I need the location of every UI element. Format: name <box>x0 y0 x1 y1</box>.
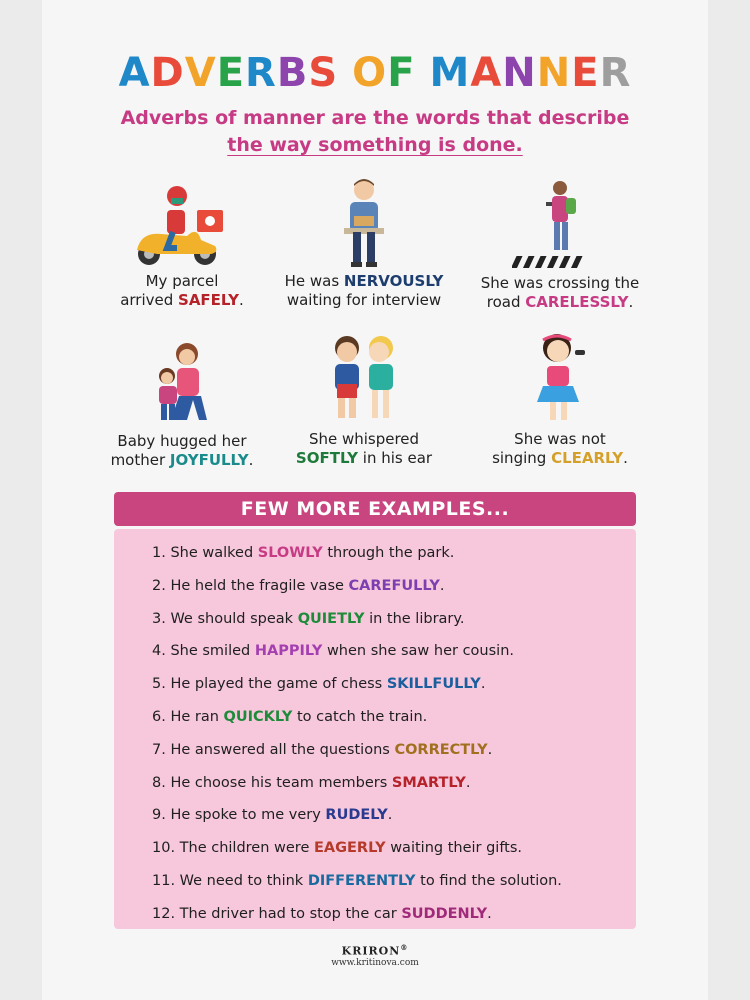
intro-text <box>42 105 708 159</box>
title-letter: V <box>184 50 217 96</box>
poster <box>42 0 708 1000</box>
example-adverb: HAPPILY <box>254 643 323 660</box>
poster-title <box>42 50 708 96</box>
example-adverb: SKILLFULLY <box>386 676 481 693</box>
example-adverb: DIFFERENTLY <box>307 872 416 889</box>
example-card-safely <box>82 180 282 310</box>
title-letter: B <box>276 50 309 96</box>
card-caption: She was crossing the road CARELESSLY. <box>480 274 640 311</box>
example-item: 6. He ran QUICKLY to catch the train. <box>152 708 428 725</box>
example-card-clearly <box>460 332 660 468</box>
girl-singing-icon <box>525 332 595 426</box>
example-item: 9. He spoke to me very RUDELY. <box>152 807 393 824</box>
intro-line-1: Adverbs of manner are the words that describe <box>120 107 630 129</box>
adverb-clearly: CLEARLY <box>551 449 624 467</box>
example-item: 1. She walked SLOWLY through the park. <box>152 545 455 561</box>
title-letter: F <box>387 50 416 96</box>
title-letter: O <box>352 50 388 96</box>
card-caption: He was NERVOUSLY waiting for interview <box>284 272 444 309</box>
example-adverb: EAGERLY <box>314 840 386 857</box>
nervous-man-icon <box>334 176 394 268</box>
example-card-carelessly <box>460 180 660 312</box>
brand-url: www.kritinova.com <box>331 957 419 968</box>
title-letter: R <box>245 50 277 96</box>
card-caption: Baby hugged her mother JOYFULLY. <box>110 432 254 469</box>
example-item: 12. The driver had to stop the car SUDDENLY. <box>152 905 492 922</box>
scooter-delivery-icon <box>127 180 237 268</box>
example-item: 11. We need to think DIFFERENTLY to find the solution. <box>152 872 562 889</box>
example-adverb: CAREFULLY <box>348 577 440 594</box>
example-adverb: SUDDENLY <box>401 905 488 922</box>
example-item: 5. He played the game of chess SKILLFULLY. <box>152 676 486 693</box>
card-caption: She whispered SOFTLY in his ear <box>295 430 433 467</box>
intro-line-2: the way something is done. <box>227 134 523 156</box>
example-item: 4. She smiled HAPPILY when she saw her cousin. <box>152 643 515 660</box>
adverb-nervously: NERVOUSLY <box>343 272 444 290</box>
title-letter: D <box>150 50 185 96</box>
title-letter: N <box>502 50 537 96</box>
adverb-carelessly: CARELESSLY <box>525 293 629 311</box>
title-letter: E <box>571 50 600 96</box>
example-item: 10. The children were EAGERLY waiting their gifts. <box>152 840 523 857</box>
example-adverb: SLOWLY <box>257 545 323 561</box>
title-letter: A <box>118 50 151 96</box>
brand-footer <box>42 943 708 968</box>
title-letter: A <box>470 50 503 96</box>
example-item: 8. He choose his team members SMARTLY. <box>152 774 471 791</box>
title-letter: E <box>216 50 246 96</box>
adverb-softly: SOFTLY <box>295 449 359 467</box>
example-card-softly <box>264 334 464 468</box>
example-adverb: RUDELY <box>325 807 388 824</box>
example-card-nervously <box>264 176 464 310</box>
kids-whisper-icon <box>319 334 409 426</box>
title-letter: S <box>308 50 339 96</box>
title-letter: N <box>536 50 572 96</box>
brand-name: KRIRON <box>341 944 401 958</box>
example-adverb: QUICKLY <box>223 708 293 725</box>
example-adverb: SMARTLY <box>391 774 466 791</box>
card-caption: She was not singing CLEARLY. <box>492 430 628 467</box>
example-item: 7. He answered all the questions CORRECTLY. <box>152 741 493 758</box>
adverb-safely: SAFELY <box>178 291 240 309</box>
example-card-joyfully <box>82 340 282 470</box>
mother-child-hug-icon <box>137 340 227 428</box>
example-item: 3. We should speak QUIETLY in the library. <box>152 610 465 627</box>
adverb-joyfully: JOYFULLY <box>169 451 249 469</box>
card-caption: My parcel arrived SAFELY. <box>120 272 244 309</box>
example-adverb: QUIETLY <box>297 610 365 627</box>
examples-list <box>114 529 636 929</box>
brand-trademark: ® <box>400 943 409 952</box>
crossing-road-icon <box>512 180 608 270</box>
example-adverb: CORRECTLY <box>394 741 488 758</box>
examples-banner: FEW MORE EXAMPLES... <box>114 492 636 526</box>
example-item: 2. He held the fragile vase CAREFULLY. <box>152 577 445 594</box>
title-letter: R <box>599 50 632 96</box>
title-letter: M <box>429 50 471 96</box>
